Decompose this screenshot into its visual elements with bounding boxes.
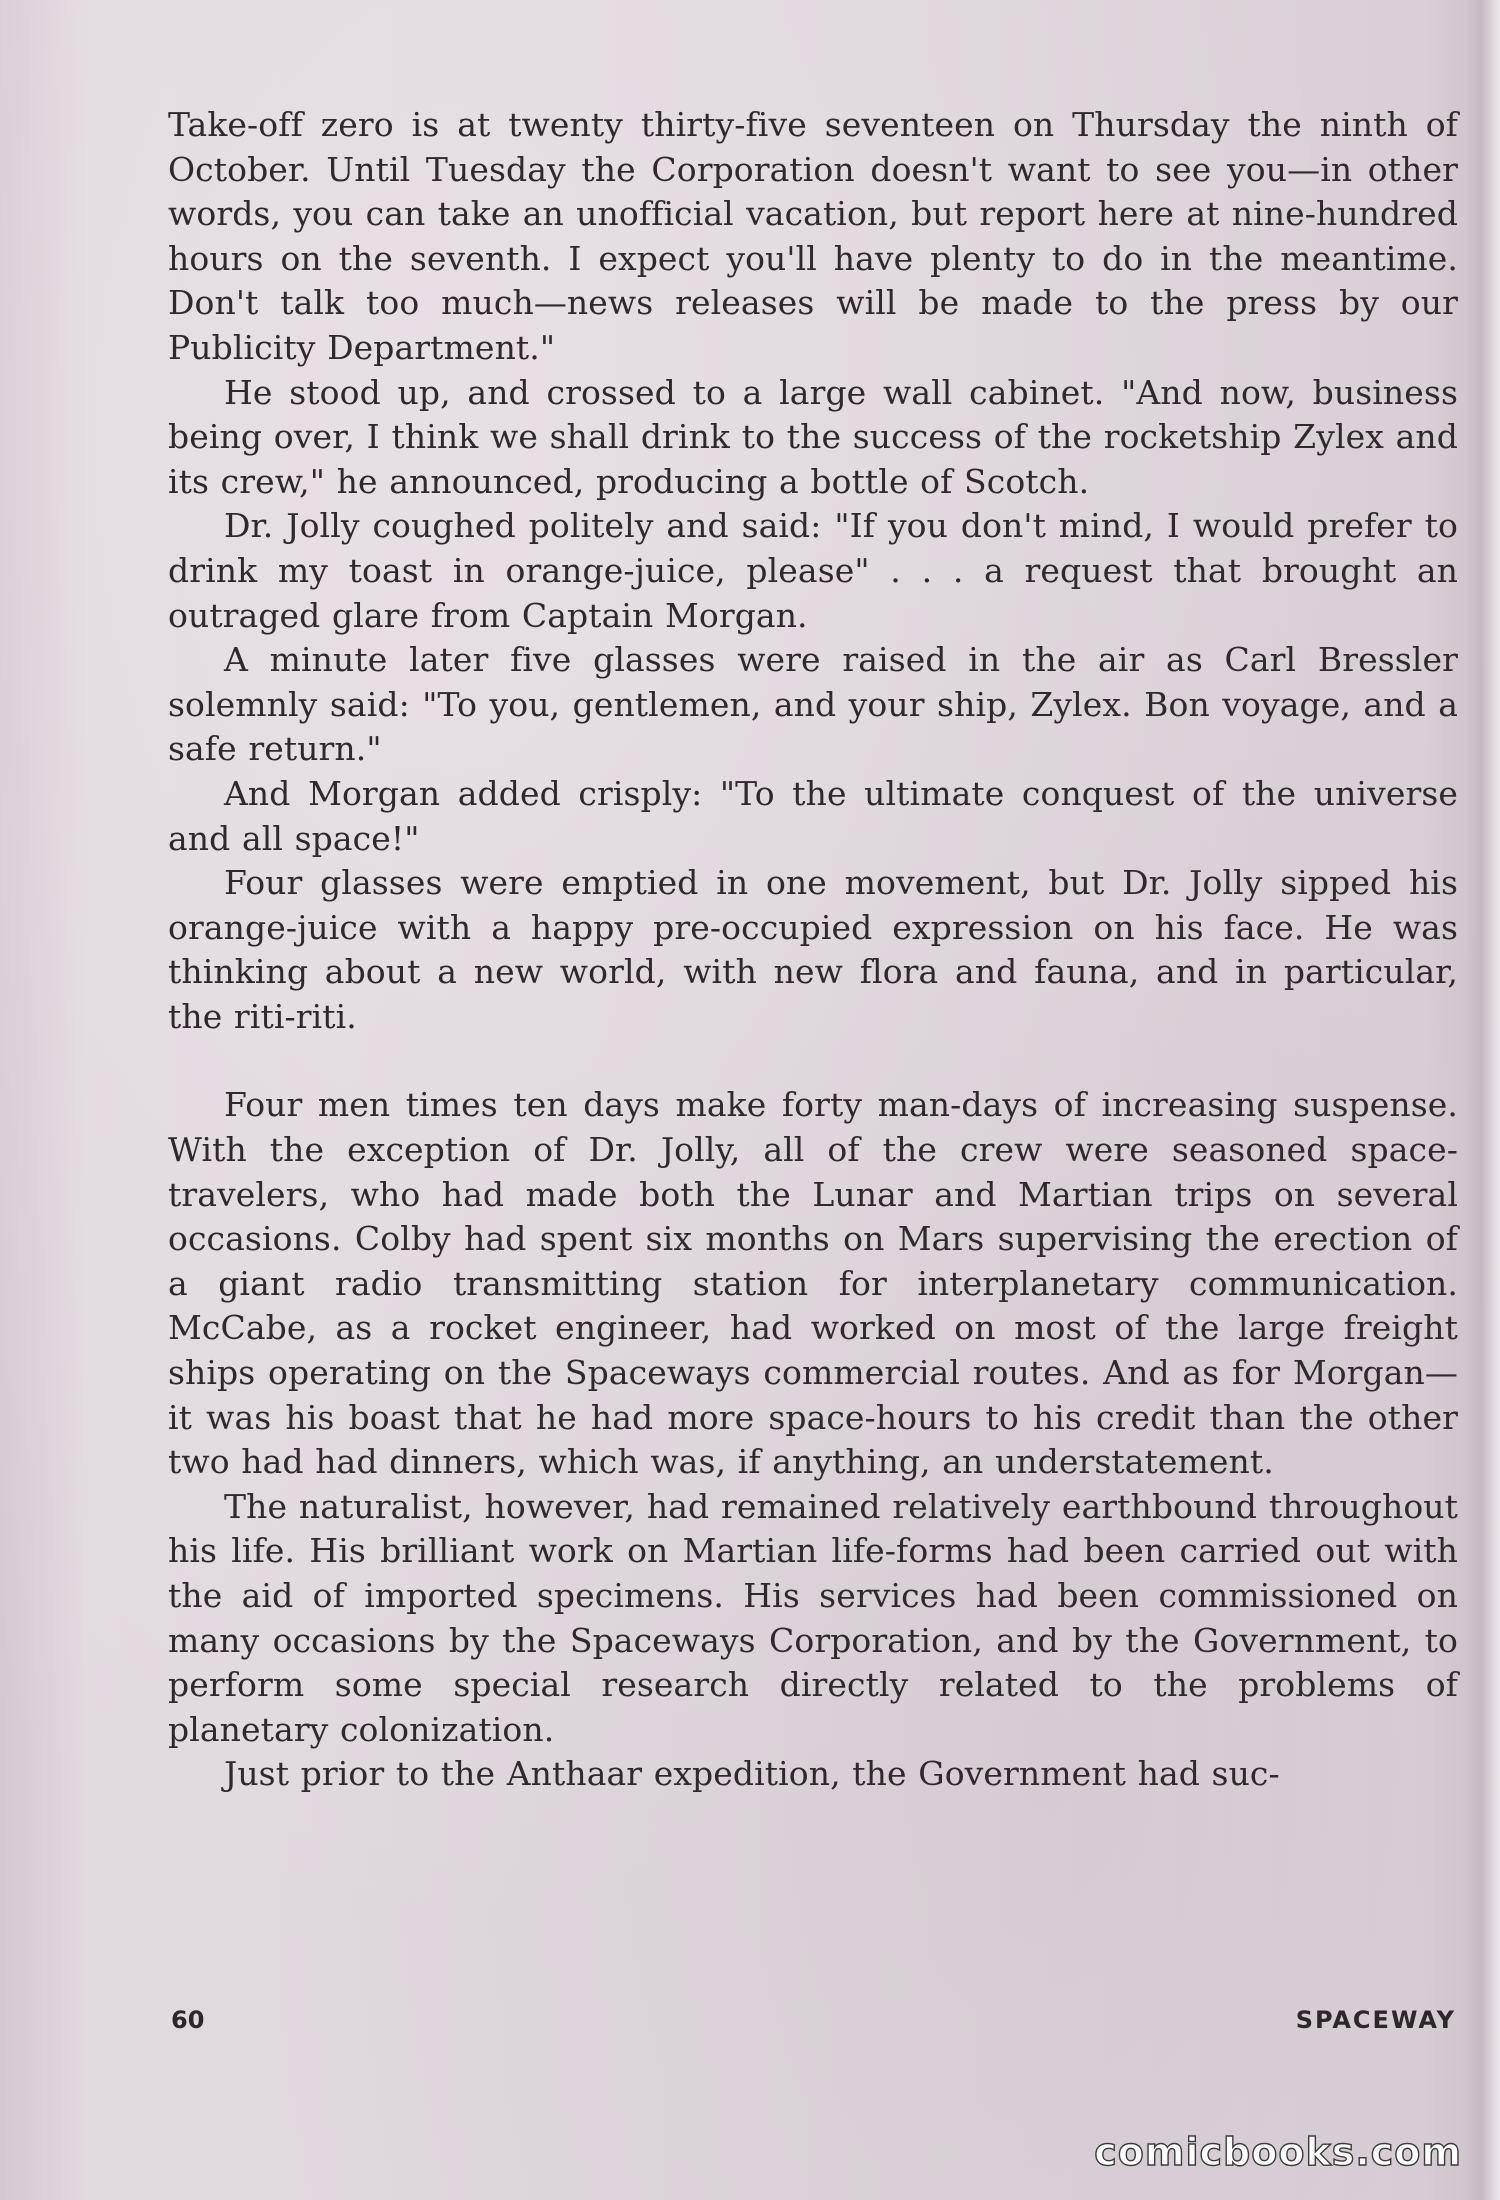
paragraph: The naturalist, however, had remained relatively earthbound throughout his life. His brilliant work on Martian life-forms had been carried out with the aid of imported specimens. His services had been commissioned on many occasions by the Spaceways Corporation, and by the Government, to perform some special research directly related to the problems of planetary colonization. (168, 1486, 1458, 1749)
paragraph: And Morgan added crisply: "To the ultimate conquest of the universe and all space!" (168, 773, 1458, 858)
paragraph: Dr. Jolly coughed politely and said: "If you don't mind, I would prefer to drink my toast in orange-juice, please" . . . a request that brought an outraged glare from Captain Morgan. (168, 506, 1458, 635)
paragraph: A minute later five glasses were raised in the air as Carl Bressler solemnly said: "To you, gentlemen, and your ship, Zylex. Bon voyage, and a safe return." (168, 640, 1458, 769)
watermark: comicbooks.com (1094, 2130, 1462, 2174)
paragraph: He stood up, and crossed to a large wall cabinet. "And now, business being over, I think we shall drink to the success of the rocketship Zylex and its crew," he announced, producing a bottle of Scotch. (168, 372, 1458, 501)
page-number: 60 (171, 2006, 205, 2034)
paragraph: Four men times ten days make forty man-days of increasing suspense. With the exception of Dr. Jolly, all of the crew were seasoned space-travelers, who had made both the Lunar and Martian trips on several occasions. Colby had spent six months on Mars supervising the erection of a giant radio transmitting station for interplanetary communication. McCabe, as a rocket engineer, had worked on most of the large freight ships operating on the Spaceways commercial routes. And as for Morgan—it was his boast that he had more space-hours to his credit than the other two had had dinners, which was, if anything, an understatement. (168, 1085, 1458, 1482)
body-text (168, 103, 1458, 1797)
paragraph: Four glasses were emptied in one movement, but Dr. Jolly sipped his orange-juice with a happy pre-occupied expression on his face. He was thinking about a new world, with new flora and fauna, and in particular, the riti-riti. (168, 863, 1458, 1036)
paragraph: Just prior to the Anthaar expedition, the Government had suc- (224, 1754, 1280, 1794)
page-edge-shading (1466, 0, 1500, 2200)
magazine-title: SPACEWAY (1295, 2006, 1456, 2034)
paragraph: Take-off zero is at twenty thirty-five seventeen on Thursday the ninth of October. Until Tuesday the Corporation doesn't want to see you—in other words, you can take an unofficial vacation, but report here at nine-hundred hours on the seventh. I expect you'll have plenty to do in the meantime. Don't talk too much—news releases will be made to the press by our Publicity Department." (168, 105, 1458, 367)
